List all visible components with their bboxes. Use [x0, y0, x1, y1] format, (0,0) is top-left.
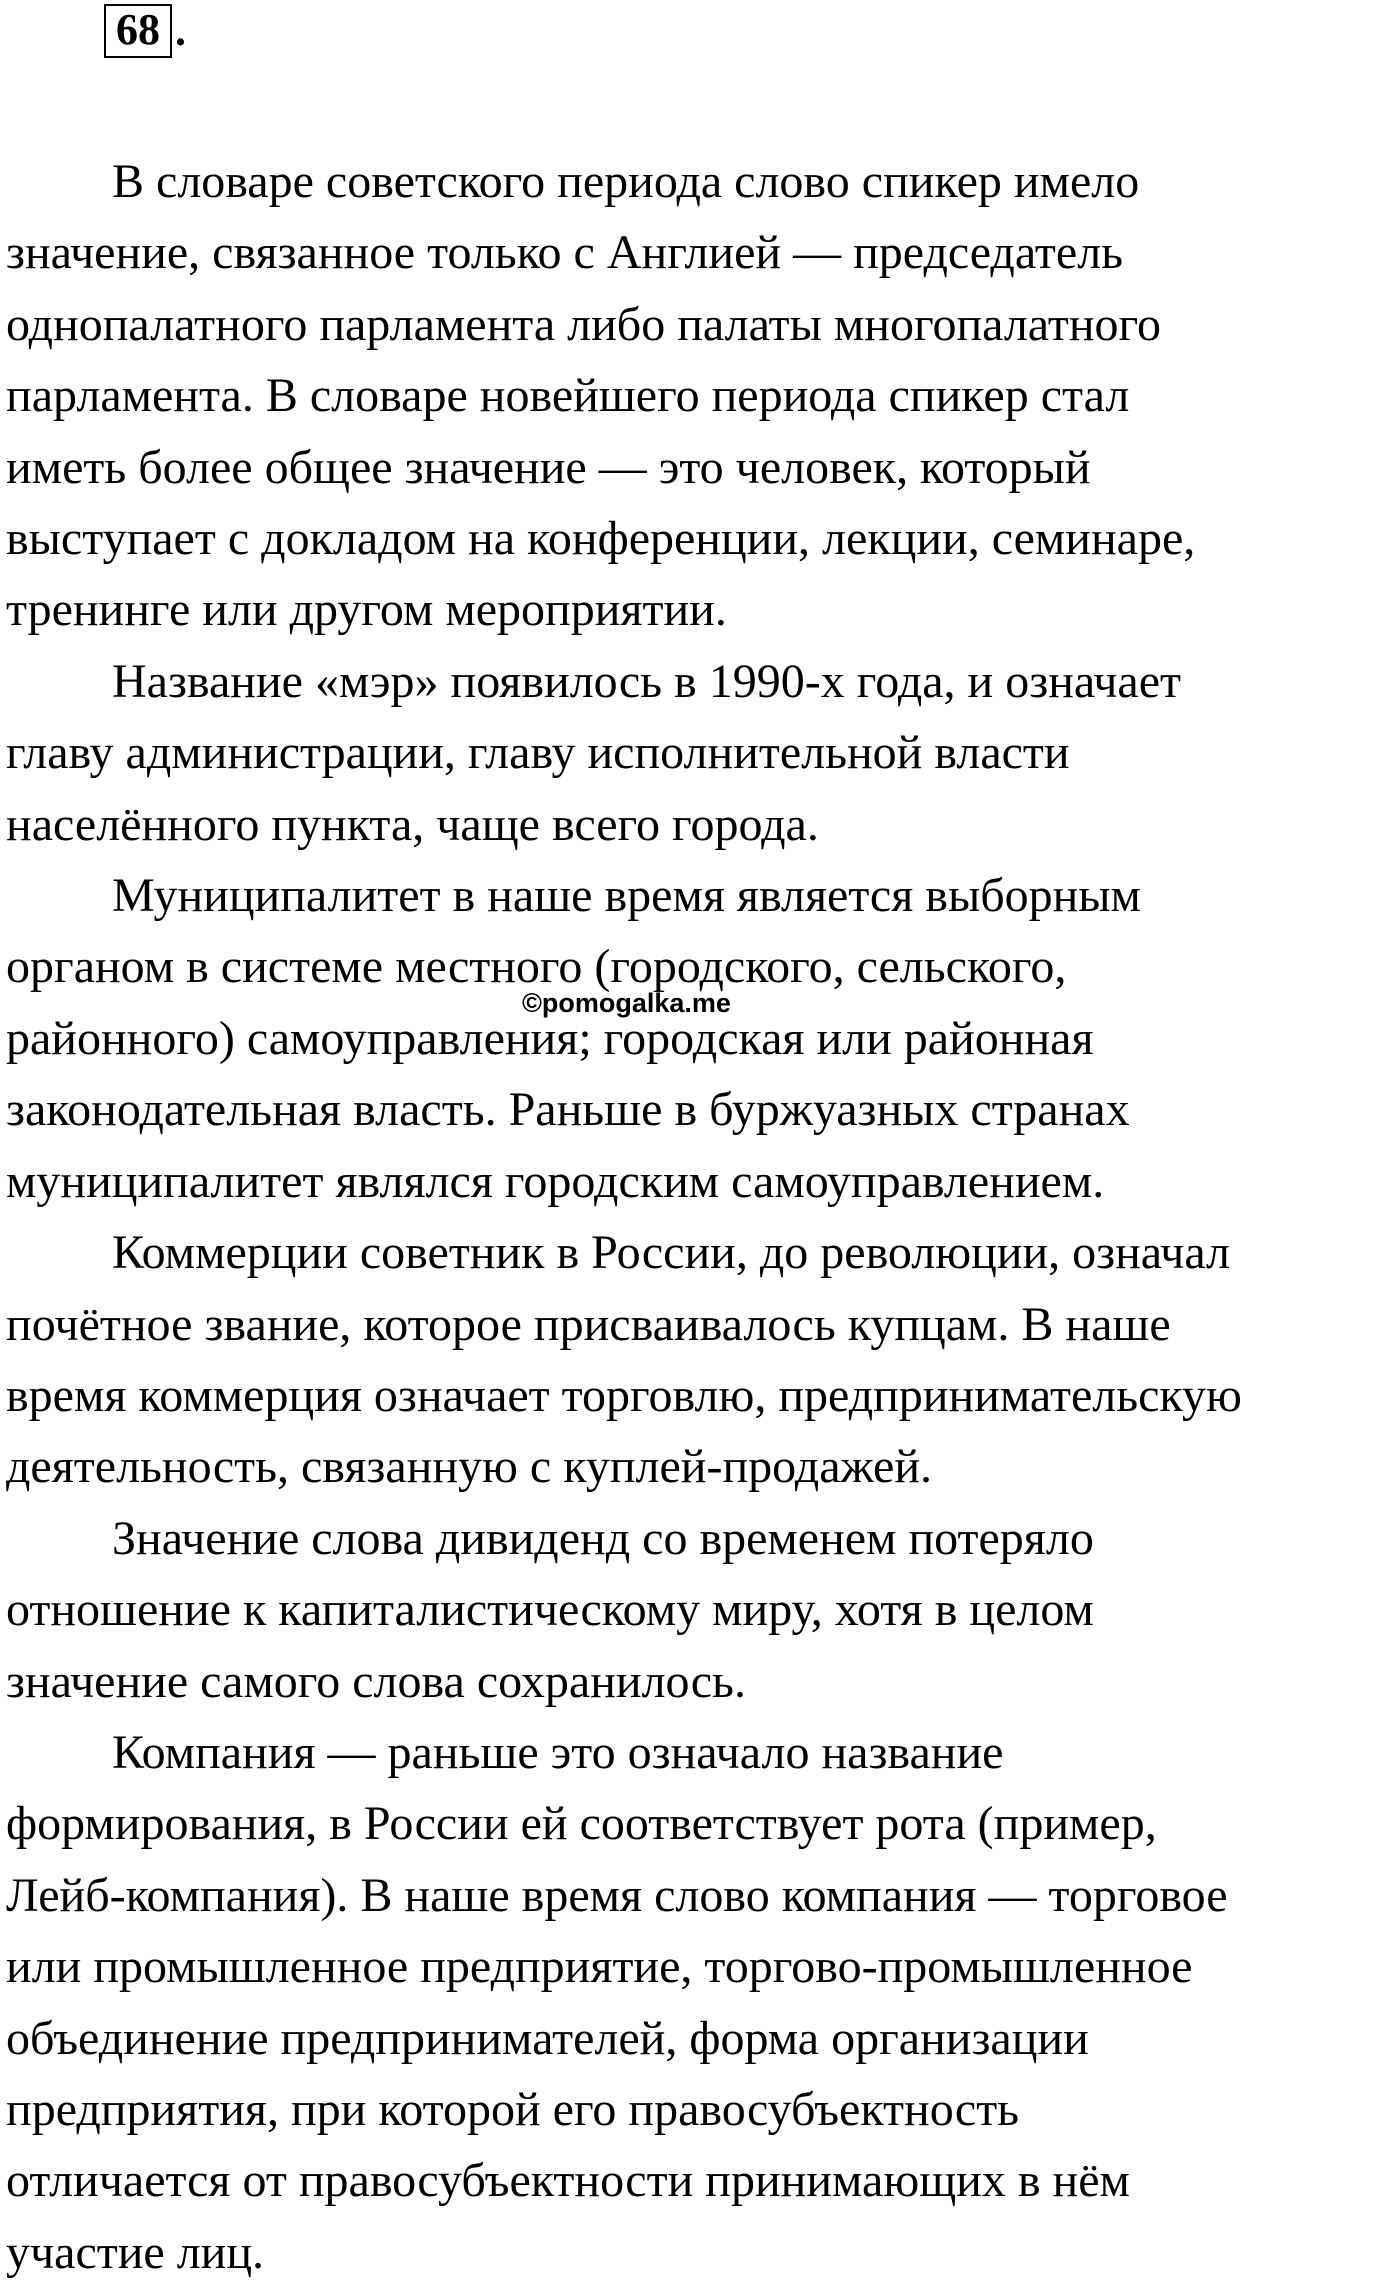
task-number-dot: .: [175, 6, 186, 55]
text-line: объединение предпринимателей, форма организации: [6, 2011, 1089, 2065]
paragraph: [6, 146, 1398, 646]
text-line: муниципалитет являлся городским самоуправлением.: [6, 1154, 1105, 1208]
text-line: главу администрации, главу исполнительной власти: [6, 726, 1070, 780]
task-number: [104, 4, 186, 58]
text-line: парламента. В словаре новейшего периода спикер стал: [6, 369, 1130, 423]
text-line: предприятия, при которой его правосубъектность: [6, 2082, 1020, 2136]
text-line: выступает с докладом на конференции, лекции, семинаре,: [6, 512, 1196, 566]
text-line: Коммерции советник в России, до революции, означал: [112, 1226, 1230, 1280]
text-line: иметь более общее значение — это человек, который: [6, 440, 1091, 494]
text-line: Значение слова дивиденд со временем потеряло: [112, 1511, 1094, 1565]
watermark: ©pomogalka.me: [522, 988, 731, 1018]
text-line: органом в системе местного (городского, сельского,: [6, 940, 1067, 994]
paragraph: [6, 646, 1398, 860]
text-line: время коммерция означает торговлю, предпринимательскую: [6, 1368, 1242, 1422]
text-line: значение, связанное только с Англией — председатель: [6, 226, 1124, 280]
text-line: Название «мэр» появилось в 1990-х года, и означает: [112, 654, 1181, 708]
text-line: тренинге или другом мероприятии.: [6, 583, 727, 637]
text-line: законодательная власть. Раньше в буржуазных странах: [6, 1083, 1130, 1137]
text-line: отношение к капиталистическому миру, хотя в целом: [6, 1583, 1094, 1637]
text-line: значение самого слова сохранилось.: [6, 1654, 746, 1708]
text-line: почётное звание, которое присваивалось купцам. В наше: [6, 1297, 1171, 1351]
text-line: В словаре советского периода слово спикер имело: [112, 155, 1140, 208]
task-number-box: 68: [104, 4, 172, 58]
text-line: участие лиц.: [6, 2225, 265, 2279]
paragraph: [6, 860, 1398, 1217]
paragraph: [6, 1717, 1398, 2288]
paragraph: [6, 1217, 1398, 1503]
text-line: Муниципалитет в наше время является выборным: [112, 869, 1141, 923]
text-line: Лейб-компания). В наше время слово компания — торговое: [6, 1868, 1228, 1922]
text-line: или промышленное предприятие, торгово-промышленное: [6, 1940, 1193, 1994]
answer-text: [6, 146, 1398, 2288]
paragraph: [6, 1503, 1398, 1717]
text-line: районного) самоуправления; городская или районная: [6, 1011, 1094, 1065]
text-line: Компания — раньше это означало название: [112, 1725, 1004, 1779]
text-line: деятельность, связанную с куплей-продажей.: [6, 1440, 933, 1494]
text-line: формирования, в России ей соответствует рота (пример,: [6, 1797, 1157, 1851]
text-line: населённого пункта, чаще всего города.: [6, 797, 819, 851]
text-line: однопалатного парламента либо палаты многопалатного: [6, 297, 1162, 351]
text-line: отличается от правосубъектности принимающих в нём: [6, 2154, 1130, 2208]
